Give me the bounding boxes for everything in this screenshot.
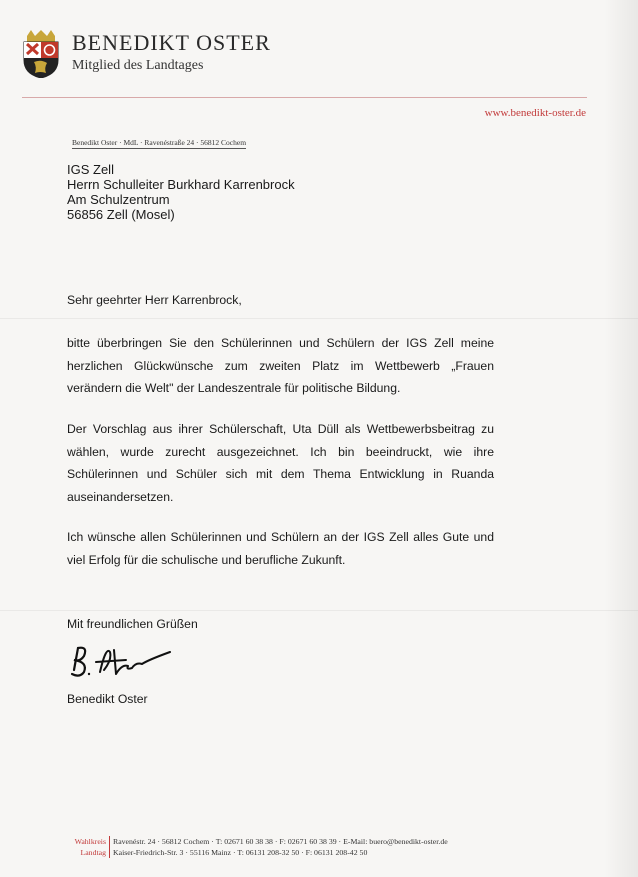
footer-row-wahlkreis bbox=[66, 836, 448, 847]
footer-label: Wahlkreis bbox=[66, 836, 110, 847]
crown-icon bbox=[27, 30, 55, 42]
handwritten-signature bbox=[66, 640, 178, 684]
letterhead-divider bbox=[22, 97, 587, 98]
letter-paragraph-3: Ich wünsche allen Schülerinnen und Schülern an der IGS Zell alles Gute und viel Erfolg für die schulische und berufliche Zukunft. bbox=[67, 530, 494, 567]
letterhead-website: www.benedikt-oster.de bbox=[484, 107, 586, 119]
footer-contact: Ravenéstr. 24 · 56812 Cochem · T: 02671 60 38 38 · F: 02671 60 38 39 · E-Mail: buero@benedikt-oster.de bbox=[113, 837, 448, 846]
letter-closing: Mit freundlichen Grüßen bbox=[67, 617, 198, 631]
scan-edge-shading bbox=[604, 0, 638, 877]
coat-of-arms-icon bbox=[22, 30, 60, 78]
letter-footer bbox=[66, 836, 448, 858]
letterhead-name: BENEDIKT OSTER bbox=[72, 30, 271, 55]
letter-greeting: Sehr geehrter Herr Karrenbrock, bbox=[67, 293, 242, 307]
letter-signer-name: Benedikt Oster bbox=[67, 692, 148, 706]
recipient-line: 56856 Zell (Mosel) bbox=[67, 207, 175, 222]
letter-paragraph-2: Der Vorschlag aus ihrer Schülerschaft, Uta Düll als Wettbewerbsbeitrag zu wählen, wurde zurecht ausgezeichnet. Ich bin beeindruckt, wie ihre Schülerinnen und Schüler sich mit dem Thema Entwicklung in Ruanda auseinandersetzen. bbox=[67, 422, 494, 504]
paper-fold-line bbox=[0, 318, 638, 319]
sender-return-address: Benedikt Oster · MdL · Ravenéstraße 24 · 56812 Cochem bbox=[72, 138, 247, 147]
recipient-line: Herrn Schulleiter Burkhard Karrenbrock bbox=[67, 177, 295, 192]
recipient-line: IGS Zell bbox=[67, 162, 114, 177]
paper-fold-line bbox=[0, 610, 638, 611]
recipient-line: Am Schulzentrum bbox=[67, 192, 170, 207]
letterhead-subtitle: Mitglied des Landtages bbox=[72, 58, 204, 73]
letter-paragraph-1: bitte überbringen Sie den Schülerinnen und Schülern der IGS Zell meine herzlichen Glückwünsche zum zweiten Platz im Wettbewerb „Frauen verändern die Welt" der Landeszentrale für politische Bildung. bbox=[67, 336, 494, 395]
footer-row-landtag bbox=[66, 847, 448, 858]
footer-contact: Kaiser-Friedrich-Str. 3 · 55116 Mainz · T: 06131 208-32 50 · F: 06131 208-42 50 bbox=[113, 848, 368, 857]
recipient-address bbox=[67, 162, 295, 222]
footer-label: Landtag bbox=[66, 847, 110, 858]
